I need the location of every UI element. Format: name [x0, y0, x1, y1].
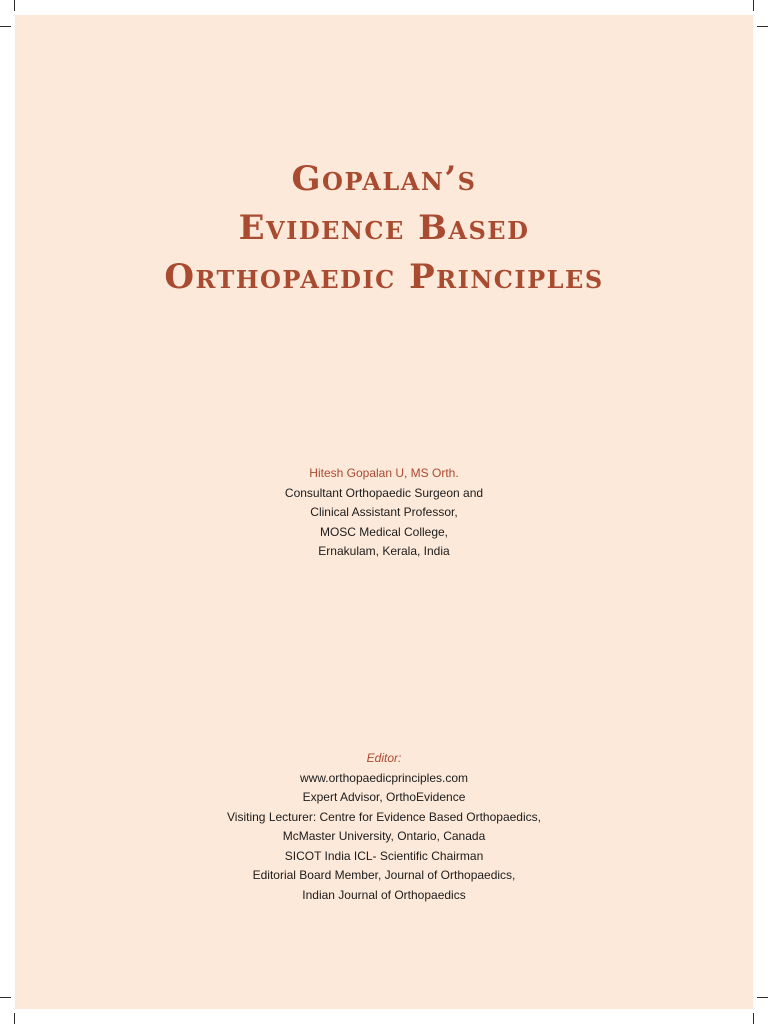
author-affiliation-line-1: Consultant Orthopaedic Surgeon and: [284, 485, 484, 500]
editor-line-3: Visiting Lecturer: Centre for Evidence Based Orthopaedics,: [227, 809, 541, 824]
crop-mark-top-left-vertical: [14, 0, 15, 11]
book-title-page: [15, 15, 753, 1009]
editor-website: www.orthopaedicprinciples.com: [299, 770, 469, 785]
crop-mark-top-right-horizontal: [757, 26, 768, 27]
crop-mark-bottom-left-vertical: [14, 1013, 15, 1024]
title-line-1: Gopalan’s: [291, 159, 477, 199]
book-title: [15, 155, 753, 302]
editor-line-5: SICOT India ICL- Scientific Chairman: [284, 848, 484, 863]
author-affiliation-line-4: Ernakulam, Kerala, India: [318, 544, 450, 558]
editor-line-6: Editorial Board Member, Journal of Orthopaedics,: [252, 868, 516, 882]
editor-line-2: Expert Advisor, OrthoEvidence: [302, 790, 466, 804]
crop-mark-bottom-right-horizontal: [757, 997, 768, 998]
editor-heading: Editor:: [366, 751, 402, 765]
author-affiliation-line-2: Clinical Assistant Professor,: [310, 505, 458, 519]
editor-line-7: Indian Journal of Orthopaedics: [302, 887, 466, 902]
crop-mark-bottom-right-vertical: [753, 1013, 754, 1024]
crop-mark-top-left-horizontal: [0, 26, 11, 27]
editor-block: [15, 749, 753, 905]
crop-mark-bottom-left-horizontal: [0, 997, 11, 998]
editor-line-4: McMaster University, Ontario, Canada: [282, 829, 486, 843]
author-block: [15, 464, 753, 562]
crop-mark-top-right-vertical: [753, 0, 754, 11]
author-affiliation-line-3: MOSC Medical College,: [319, 524, 449, 539]
author-name: Hitesh Gopalan U, MS Orth.: [309, 466, 459, 480]
title-line-2: Evidence Based: [238, 208, 530, 248]
title-line-3: Orthopaedic Principles: [164, 257, 604, 297]
